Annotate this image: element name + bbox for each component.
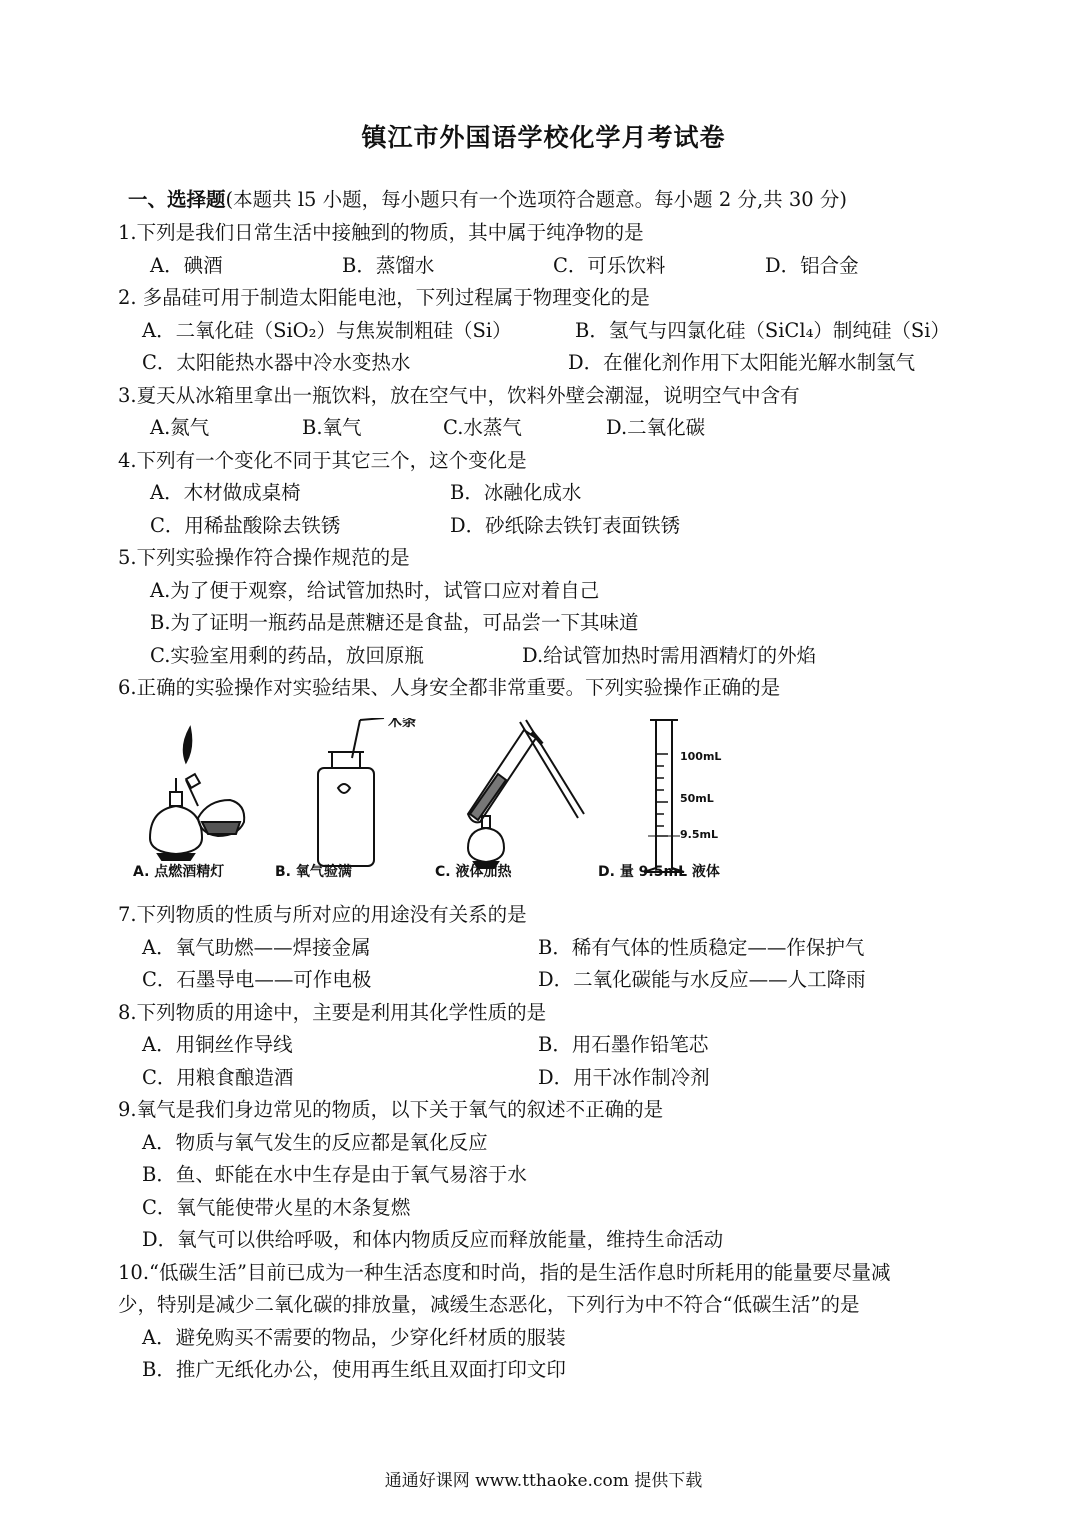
q3-option-a: A.氮气 [150, 416, 210, 439]
q9-option-b: B．鱼、虾能在水中生存是由于氧气易溶于水 [142, 1163, 527, 1186]
alcohol-lamp-figure [150, 728, 244, 860]
q8-option-b: B．用石墨作铅笔芯 [538, 1033, 709, 1056]
q7-option-d: D．二氧化碳能与水反应——人工降雨 [538, 968, 866, 991]
q6-stem: 6.正确的实验操作对实验结果、人身安全都非常重要。下列实验操作正确的是 [118, 676, 781, 699]
q9-option-a: A．物质与氧气发生的反应都是氧化反应 [142, 1131, 488, 1154]
q1-option-d: D．铝合金 [765, 254, 859, 277]
q2-option-b: B．氢气与四氯化硅（SiCl₄）制纯硅（Si） [575, 319, 950, 342]
page-footer: 通通好课网 www.tthaoke.com 提供下载 [384, 1471, 703, 1491]
q8-stem: 8.下列物质的用途中，主要是利用其化学性质的是 [118, 1001, 547, 1024]
q3-option-b: B.氧气 [302, 416, 362, 439]
q2-option-c: C．太阳能热水器中冷水变热水 [142, 351, 411, 374]
caption-b: B. 氧气验满 [275, 864, 352, 880]
measuring-cylinder-figure [644, 720, 684, 872]
section-head: 一、选择题 [128, 188, 226, 211]
liquid-heating-figure [468, 720, 584, 868]
q7-option-c: C．石墨导电——可作电极 [142, 968, 372, 991]
q9-option-c: C．氧气能使带火星的木条复燃 [142, 1196, 411, 1219]
q5-option-d: D.给试管加热时需用酒精灯的外焰 [522, 644, 817, 667]
q6-figures [128, 718, 748, 888]
q4-option-b: B．冰融化成水 [450, 481, 582, 504]
q9-stem: 9.氧气是我们身边常见的物质，以下关于氧气的叙述不正确的是 [118, 1098, 664, 1121]
stick-label: 木条 [388, 718, 416, 730]
q7-stem: 7.下列物质的性质与所对应的用途没有关系的是 [118, 903, 527, 926]
q4-option-d: D．砂纸除去铁钉表面铁锈 [450, 514, 681, 537]
q10-option-a: A．避免购买不需要的物品，少穿化纤材质的服装 [142, 1326, 566, 1349]
cylinder-50ml-label: 50mL [680, 792, 714, 805]
caption-a: A. 点燃酒精灯 [133, 864, 225, 880]
q9-option-d: D．氧气可以供给呼吸，和体内物质反应而释放能量，维持生命活动 [142, 1228, 724, 1251]
q10-option-b: B．推广无纸化办公，使用再生纸且双面打印文印 [142, 1358, 566, 1381]
oxygen-bottle-figure [318, 718, 384, 866]
q5-option-a: A.为了便于观察，给试管加热时，试管口应对着自己 [150, 579, 600, 602]
q3-option-c: C.水蒸气 [443, 416, 522, 439]
section-note: (本题共 l5 小题，每小题只有一个选项符合题意。每小题 2 分,共 30 分) [225, 188, 847, 211]
q1-option-b: B．蒸馏水 [342, 254, 435, 277]
q2-stem: 2. 多晶硅可用于制造太阳能电池，下列过程属于物理变化的是 [118, 286, 650, 309]
caption-d: D. 量 9.5mL 液体 [598, 864, 720, 880]
q8-option-c: C．用粮食酿造酒 [142, 1066, 294, 1089]
q1-option-c: C．可乐饮料 [553, 254, 666, 277]
q10-stem-line1: 10.“低碳生活”目前已成为一种生活态度和时尚，指的是生活作息时所耗用的能量要尽量减 [118, 1261, 891, 1284]
q10-stem-line2: 少，特别是减少二氧化碳的排放量，减缓生态恶化，下列行为中不符合“低碳生活”的是 [118, 1293, 860, 1316]
cylinder-9ml-label: 9.5mL [680, 828, 718, 841]
q5-option-c: C.实验室用剩的药品，放回原瓶 [150, 644, 424, 667]
q5-option-b: B.为了证明一瓶药品是蔗糖还是食盐，可品尝一下其味道 [150, 611, 639, 634]
q1-option-a: A．碘酒 [150, 254, 223, 277]
q8-option-a: A．用铜丝作导线 [142, 1033, 293, 1056]
q4-stem: 4.下列有一个变化不同于其它三个，这个变化是 [118, 449, 527, 472]
q8-option-d: D．用干冰作制冷剂 [538, 1066, 710, 1089]
section-heading [128, 187, 847, 213]
q7-option-a: A．氧气助燃——焊接金属 [142, 936, 371, 959]
q7-option-b: B．稀有气体的性质稳定——作保护气 [538, 936, 865, 959]
q3-option-d: D.二氧化碳 [606, 416, 706, 439]
caption-c: C. 液体加热 [435, 864, 512, 880]
q4-option-c: C．用稀盐酸除去铁锈 [150, 514, 341, 537]
page-title: 镇江市外国语学校化学月考试卷 [361, 123, 726, 152]
q1-stem: 1.下列是我们日常生活中接触到的物质，其中属于纯净物的是 [118, 221, 644, 244]
q2-option-d: D．在催化剂作用下太阳能光解水制氢气 [568, 351, 916, 374]
q3-stem: 3.夏天从冰箱里拿出一瓶饮料，放在空气中，饮料外壁会潮湿，说明空气中含有 [118, 384, 800, 407]
q5-stem: 5.下列实验操作符合操作规范的是 [118, 546, 410, 569]
cylinder-100ml-label: 100mL [680, 750, 722, 763]
q4-option-a: A．木材做成桌椅 [150, 481, 301, 504]
q2-option-a: A．二氧化硅（SiO₂）与焦炭制粗硅（Si） [142, 319, 512, 342]
